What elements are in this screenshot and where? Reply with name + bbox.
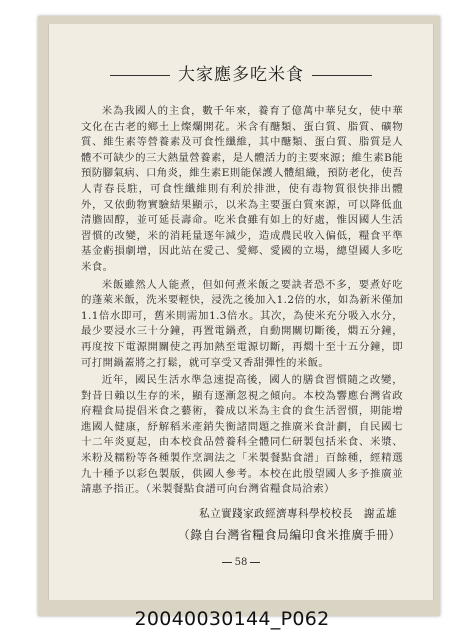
article-body (81, 104, 403, 500)
page-number-text: 58 (234, 557, 248, 568)
scanned-page-card (38, 16, 440, 616)
page-number-right-dash (250, 562, 260, 563)
paragraph-2: 米飯雖然人人能煮，但如何煮米飯之要訣者恐不多，要煮好吃的蓬萊米飯，洗米要輕快，浸洗之後加入1.2倍的水，如為新米僅加1.1倍水即可，舊米則需加1.3倍水。其次，為使米充分吸入水分，最少要浸水三十分鐘，再置電鍋煮，自動開關切斷後，燜五分鐘，再度按下電源開關使之再加熱至電源切斷，再燜十至十五分鐘，即可打開鍋蓋將之打鬆，就可享受又香甜彈性的米飯。 (81, 278, 403, 369)
source-note: （錄自台灣省糧食局編印食米推廣手冊） (177, 528, 401, 542)
title-left-rule (110, 75, 170, 76)
paragraph-1: 米為我國人的主食，數千年來，養育了億萬中華兒女，使中華文化在古老的鄉土上燦爛開花。米含有醣類、蛋白質、脂質、礦物質、維生素等營養素及可食性纖維，其中醣類、蛋白質、脂質是人體不可缺少的三大熱量營養素，是人體活力的主要來源；維生素B能預防腳氣病、口角炎，維生素E則能保護人體組織，預防老化，使吾人青春長駐，可食性纖維則有利於排泄，使有毒物質很快排出體外，又依動物實驗結果顯示，以米為主要蛋白質來源，可以降低血清膽固醇，並可延長壽命。吃米食雖有如上的好處，惟因國人生活習慣的改變，米的消耗量逐年減少，造成農民收入偏低，糧食平準基金虧損劇增，因此站在愛己、愛鄉、愛國的立場，總望國人多吃米食。 (81, 105, 403, 273)
author-signature: 私立實踐家政經濟專科學校校長 謝孟雄 (199, 508, 397, 520)
title-right-rule (312, 75, 372, 76)
page-number (49, 557, 433, 568)
image-caption: 20040030144_P062 (134, 608, 330, 630)
title-text: 大家應多吃米食 (178, 65, 304, 85)
paragraph-3: 近年，國民生活水準急速提高後，國人的膳食習慣隨之改變，對昔日賴以生存的米，顯有逐漸忽視之傾向。本校為響應台灣省政府糧食局提倡米食之藝術，養成以米為主食的食生活習慣，期能增進國人健康，紓解稻米產銷失衡諸問題之推廣米食計劃，自民國七十二年炎夏起，由本校食品營養科全體同仁研製包括米食、米漿、米粉及糯粉等各種製作烹調法之「米製餐點食譜」百餘種，經精選九十種予以彩色製版，供國人參考。本校在此殷望國人多予推廣並請惠予指正。（米製餐點食譜可向台灣省糧食局洽索） (81, 374, 403, 496)
page-number-left-dash (222, 562, 232, 563)
document-page (48, 24, 434, 600)
page-title (49, 60, 433, 85)
